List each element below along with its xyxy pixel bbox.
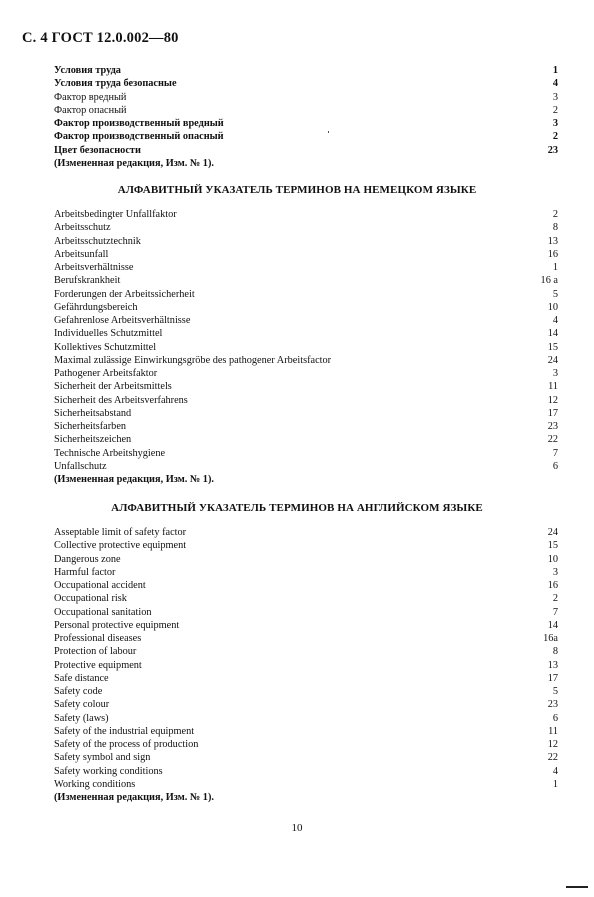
german-index-title: АЛФАВИТНЫЙ УКАЗАТЕЛЬ ТЕРМИНОВ НА НЕМЕЦКОМ ЯЗЫКЕ (117, 184, 477, 196)
index-term: Safety code (54, 686, 103, 697)
index-entry (54, 420, 558, 433)
index-term-number: 15 (547, 540, 558, 552)
index-entry (54, 380, 558, 393)
index-term: Условия труда безопасные (54, 78, 177, 90)
index-term-number: 12 (547, 739, 558, 750)
index-term-number: 2 (552, 593, 558, 605)
index-term-number: 1 (552, 778, 558, 790)
index-term-number: 8 (552, 646, 558, 658)
index-entry (54, 407, 558, 420)
index-term-number: 15 (547, 341, 558, 353)
index-entry (54, 539, 558, 552)
index-entry (54, 394, 558, 407)
index-term-number: 22 (547, 434, 558, 446)
index-term: Unfallschutz (54, 460, 107, 472)
revision-note: (Измененная редакция, Изм. № 1). (54, 157, 214, 169)
index-entry (54, 632, 558, 645)
index-term-number: 5 (552, 686, 558, 697)
index-term-number: 2 (552, 104, 558, 116)
index-term-number: 10 (547, 553, 558, 565)
index-term: Sicherheitsabstand (54, 407, 132, 419)
index-term-number: 11 (548, 725, 558, 737)
index-term: Forderungen der Arbeitssicherheit (54, 288, 195, 300)
index-term-number: 7 (552, 447, 558, 459)
index-entry (54, 526, 558, 539)
index-term-number: 16 (547, 580, 558, 591)
index-term: Safety symbol and sign (54, 752, 151, 764)
index-term-number: 23 (547, 699, 558, 711)
index-entry (54, 738, 558, 751)
index-term-number: 4 (552, 315, 558, 326)
index-term-number: 7 (552, 606, 558, 618)
index-term: Safe distance (54, 672, 109, 684)
index-entry (54, 553, 558, 566)
index-term-number: 10 (547, 301, 558, 313)
index-term: Safety of the process of production (54, 739, 199, 750)
index-entry (54, 235, 558, 248)
index-term: Фактор опасный (54, 104, 127, 116)
index-term-number: 16 (547, 248, 558, 260)
index-term-number: 17 (547, 672, 558, 684)
index-term: Sicherheit der Arbeitsmittels (54, 381, 172, 393)
index-term: Professional diseases (54, 633, 142, 644)
index-term-number: 12 (547, 394, 558, 406)
index-entry (54, 367, 558, 380)
index-term: Kollektives Schutzmittel (54, 341, 157, 353)
index-entry (54, 685, 558, 698)
english-term-list (54, 526, 558, 804)
index-entry (54, 64, 558, 77)
index-term-number: 1 (552, 65, 558, 76)
index-entry (54, 274, 558, 287)
index-entry (54, 314, 558, 327)
index-term: Maximal zulässige Einwirkungsgröbe des pathogener Arbeitsfactor (54, 354, 332, 366)
index-term: Фактор вредный (54, 91, 127, 103)
page-number: 10 (291, 822, 303, 834)
index-entry (54, 765, 558, 778)
index-entry (54, 117, 558, 130)
index-term-number: 2 (552, 209, 558, 220)
index-term-number: 14 (547, 619, 558, 631)
index-term: Arbeitsunfall (54, 248, 109, 260)
index-entry (54, 672, 558, 685)
index-entry (54, 460, 558, 473)
index-term: Safety colour (54, 699, 110, 711)
index-entry (54, 327, 558, 340)
index-entry (54, 619, 558, 632)
index-term: Gefahrenlose Arbeitsverhältnisse (54, 315, 191, 326)
index-term-number: 3 (552, 566, 558, 578)
index-term-number: 6 (552, 712, 558, 724)
index-term: Pathogener Arbeitsfaktor (54, 368, 158, 379)
index-entry (54, 104, 558, 117)
index-term: Berufskrankheit (54, 275, 121, 287)
index-term-number: 14 (547, 328, 558, 340)
revision-note: (Измененная редакция, Изм. № 1). (54, 792, 214, 803)
index-entry (54, 606, 558, 619)
index-term: Условия труда (54, 65, 121, 76)
german-term-list (54, 208, 558, 486)
index-term: Sicherheitszeichen (54, 434, 132, 446)
index-term: Dangerous zone (54, 553, 121, 565)
index-entry (54, 144, 558, 157)
index-entry (54, 91, 558, 104)
index-term-number: 5 (552, 288, 558, 300)
index-term: Occupational risk (54, 593, 127, 605)
index-term: Harmful factor (54, 566, 116, 578)
index-term-number: 23 (547, 421, 558, 432)
index-term-number: 2 (552, 131, 558, 143)
index-entry (54, 566, 558, 579)
index-entry (54, 751, 558, 764)
index-entry (54, 579, 558, 592)
index-term-number: 3 (552, 118, 558, 129)
index-entry (54, 659, 558, 672)
index-entry (54, 592, 558, 605)
index-entry (54, 77, 558, 90)
index-entry (54, 221, 558, 234)
index-term-number: 11 (548, 381, 558, 393)
index-term-number: 24 (547, 527, 558, 538)
index-term-number: 4 (552, 765, 558, 777)
index-term: Collective protective equipment (54, 540, 187, 552)
index-term: Gefährdungsbereich (54, 301, 138, 313)
index-term: Asseptable limit of safety factor (54, 527, 187, 538)
index-term: Safety of the industrial equipment (54, 725, 195, 737)
index-entry (54, 248, 558, 261)
index-entry (54, 354, 558, 367)
index-term-number: 3 (552, 368, 558, 379)
page-header: С. 4 ГОСТ 12.0.002—80 (22, 30, 179, 46)
index-entry (54, 433, 558, 446)
index-term: Individuelles Schutzmittel (54, 328, 163, 340)
index-entry (54, 447, 558, 460)
revision-note: (Измененная редакция, Изм. № 1). (54, 474, 214, 485)
english-index-title: АЛФАВИТНЫЙ УКАЗАТЕЛЬ ТЕРМИНОВ НА АНГЛИЙСКОМ ЯЗЫКЕ (111, 502, 483, 514)
index-term-number: 16a (543, 633, 558, 644)
index-term: Technische Arbeitshygiene (54, 447, 166, 459)
index-entry (54, 130, 558, 143)
index-term-number: 8 (552, 222, 558, 234)
index-entry (54, 712, 558, 725)
index-term: Arbeitsschutztechnik (54, 235, 141, 247)
index-term-number: 13 (547, 235, 558, 247)
index-term-number: 1 (552, 262, 558, 273)
index-term-number: 23 (547, 144, 558, 156)
index-entry (54, 778, 558, 791)
index-entry (54, 725, 558, 738)
index-term-number: 13 (547, 659, 558, 671)
index-term: Arbeitsverhältnisse (54, 262, 134, 273)
index-term: Protective equipment (54, 659, 142, 671)
index-term: Working conditions (54, 778, 136, 790)
index-term-number: 4 (552, 78, 558, 90)
index-entry (54, 261, 558, 274)
index-term: Safety (laws) (54, 712, 109, 724)
index-term: Safety working conditions (54, 765, 163, 777)
index-term: Personal protective equipment (54, 619, 180, 631)
index-term: Arbeitsschutz (54, 222, 111, 234)
russian-term-list (54, 64, 558, 170)
index-entry (54, 645, 558, 658)
index-term: Sicherheitsfarben (54, 421, 127, 432)
index-term: Protection of labour (54, 646, 137, 658)
index-term: Arbeitsbedingter Unfallfaktor (54, 209, 177, 220)
index-entry (54, 208, 558, 221)
index-entry (54, 698, 558, 711)
index-term-number: 6 (552, 460, 558, 472)
index-term-number: 24 (547, 354, 558, 366)
index-entry (54, 288, 558, 301)
index-term-number: 16 a (540, 275, 558, 287)
index-term: Фактор производственный опасный (54, 131, 224, 143)
index-entry (54, 301, 558, 314)
index-term-number: 22 (547, 752, 558, 764)
index-term: Цвет безопасности (54, 144, 141, 156)
index-term: Sicherheit des Arbeitsverfahrens (54, 394, 188, 406)
index-term: Фактор производственный вредный (54, 118, 224, 129)
index-term: Occupational accident (54, 580, 146, 591)
index-term-number: 17 (547, 407, 558, 419)
index-entry (54, 341, 558, 354)
index-term-number: 3 (552, 91, 558, 103)
index-term: Occupational sanitation (54, 606, 152, 618)
corner-mark (566, 886, 588, 888)
